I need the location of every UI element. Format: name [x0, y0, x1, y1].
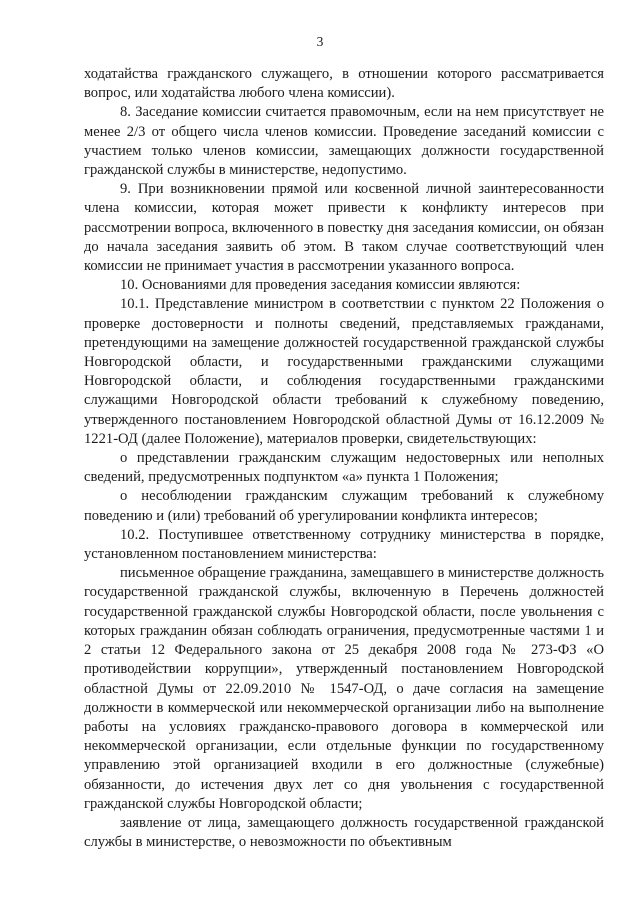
- paragraph-10-2: 10.2. Поступившее ответственному сотруднику министерства в порядке, установленном постановлением министерства:: [84, 526, 604, 563]
- paragraph-10-1: 10.1. Представление министром в соответствии с пунктом 22 Положения о проверке достоверности и полноты сведений, представляемых гражданами, претендующими на замещение должностей государственной гражданской службы Новгородской области, и государственными гражданскими служащими Новгородской области, и соблюдения государственными гражданскими служащими Новгородской области требований к служебному поведению, утвержденного постановлением Новгородской областной Думы от 16.12.2009 № 1221-ОД (далее Положение), материалов проверки, свидетельствующих:: [84, 296, 604, 447]
- document-body: [84, 65, 604, 852]
- paragraph-9-conflict-of-interest: 9. При возникновении прямой или косвенной личной заинтересованности члена комиссии, которая может привести к конфликту интересов при рассмотрении вопроса, включенного в повестку дня заседания комиссии, он обязан до начала заседания заявить об этом. В таком случае соответствующий член комиссии не принимает участия в рассмотрении указанного вопроса.: [84, 181, 604, 275]
- paragraph-10-grounds: 10. Основаниями для проведения заседания комиссии являются:: [120, 277, 521, 294]
- paragraph-continuation: ходатайства гражданского служащего, в отношении которого рассматривается вопрос, или ходатайства любого члена комиссии).: [84, 66, 604, 102]
- paragraph-8-quorum: 8. Заседание комиссии считается правомочным, если на нем присутствует не менее 2/3 от общего числа членов комиссии. Проведение заседаний комиссии с участием только членов комиссии, замещающих должности государственной гражданской службы в министерстве, недопустимо.: [84, 104, 604, 179]
- paragraph-10-1-item-a: о представлении гражданским служащим недостоверных или неполных сведений, предусмотренных подпунктом «а» пункта 1 Положения;: [84, 450, 604, 486]
- paragraph-10-2-written-request: письменное обращение гражданина, замещавшего в министерстве должность государственной гражданской службы, включенную в Перечень должностей государственной гражданской службы Новгородской области, после увольнения с которых гражданин обязан соблюдать ограничения, предусмотренные частями 1 и 2 статьи 12 Федерального закона от 25 декабря 2008 года № 273-ФЗ «О противодействии коррупции», утвержденный постановлением Новгородской областной Думы от 22.09.2010 № 1547-ОД, о даче согласия на замещение должности в коммерческой или некоммерческой организации либо на выполнение работы на условиях гражданско-правового договора в коммерческой или некоммерческой организации, если отдельные функции по государственному управлению этой организацией входили в его должностные (служебные) обязанности, до истечения двух лет со дня увольнения с государственной гражданской службы Новгородской области;: [84, 565, 604, 812]
- page-number: 3: [316, 34, 324, 49]
- paragraph-10-2-statement: заявление от лица, замещающего должность государственной гражданской службы в министерстве, о невозможности по объективным: [84, 814, 604, 851]
- paragraph-10-1-item-b: о несоблюдении гражданским служащим требований к служебному поведению и (или) требований об урегулировании конфликта интересов;: [84, 488, 604, 524]
